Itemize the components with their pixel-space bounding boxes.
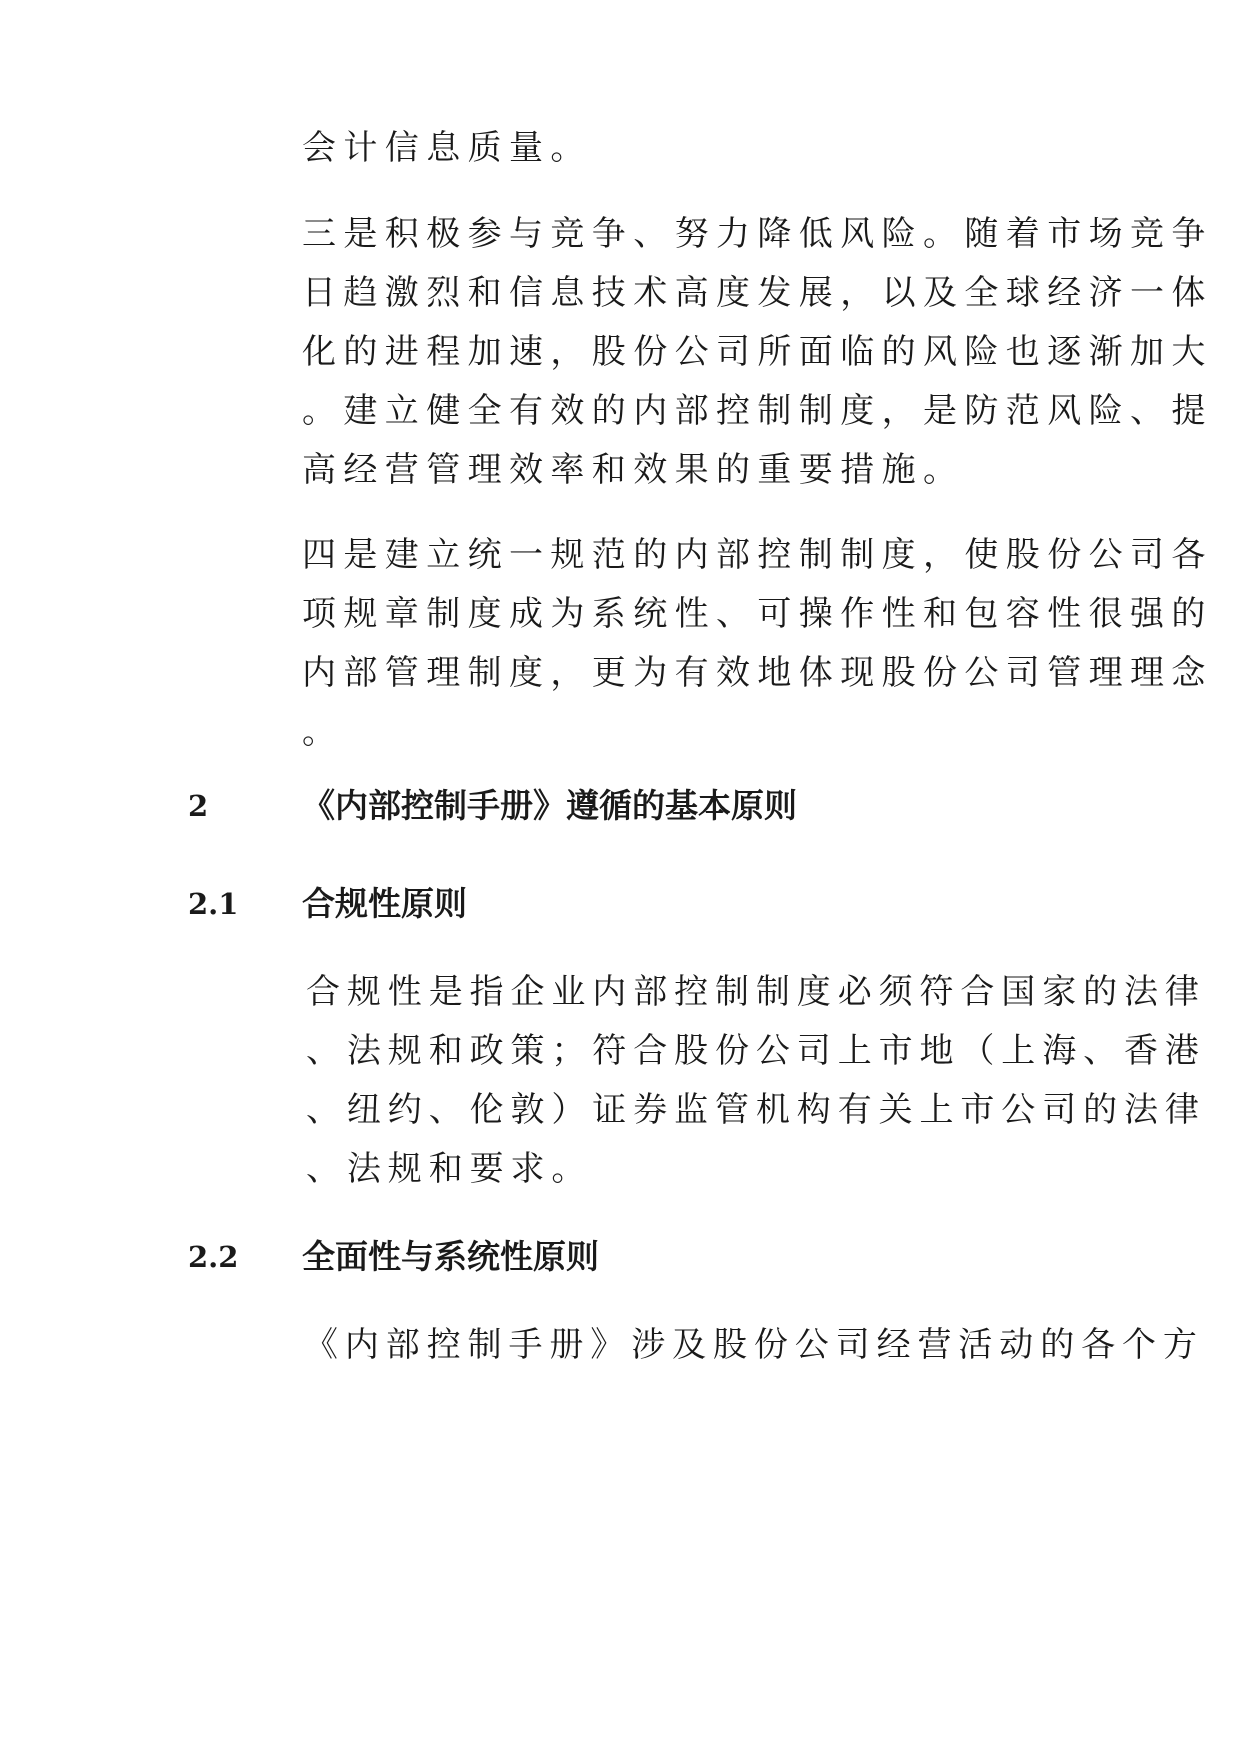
paragraph-line: 四是建立统一规范的内部控制制度，使股份公司各 [302, 535, 1213, 575]
paragraph-line: 项规章制度成为系统性、可操作性和包容性很强的 [302, 594, 1213, 634]
paragraph-line: 《内部控制手册》涉及股份公司经营活动的各个方 [304, 1325, 1204, 1365]
paragraph-line: 、法规和要求。 [306, 1149, 593, 1189]
section-heading: 全面性与系统性原则 [302, 1237, 599, 1276]
paragraph-line: 。建立健全有效的内部控制制度，是防范风险、提 [302, 391, 1213, 431]
paragraph-line: 合规性是指企业内部控制制度必须符合国家的法律 [306, 972, 1206, 1012]
paragraph-line: 、法规和政策；符合股份公司上市地（上海、香港 [306, 1031, 1206, 1071]
section-number: 2.2 [188, 1240, 239, 1274]
section-heading: 合规性原则 [302, 884, 467, 923]
section-heading: 《内部控制手册》遵循的基本原则 [302, 786, 797, 825]
paragraph-line: 化的进程加速，股份公司所面临的风险也逐渐加大 [302, 332, 1213, 372]
paragraph-line: 会计信息质量。 [302, 128, 592, 168]
paragraph-line: 内部管理制度，更为有效地体现股份公司管理理念 [302, 653, 1213, 693]
paragraph-line: 。 [302, 712, 344, 752]
paragraph-line: 日趋激烈和信息技术高度发展，以及全球经济一体 [302, 273, 1213, 313]
paragraph-line: 三是积极参与竞争、努力降低风险。随着市场竞争 [302, 214, 1213, 254]
paragraph-line: 高经营管理效率和效果的重要措施。 [302, 450, 965, 490]
section-number: 2.1 [188, 887, 239, 921]
section-number: 2 [188, 789, 209, 823]
paragraph-line: 、纽约、伦敦）证券监管机构有关上市公司的法律 [306, 1090, 1206, 1130]
